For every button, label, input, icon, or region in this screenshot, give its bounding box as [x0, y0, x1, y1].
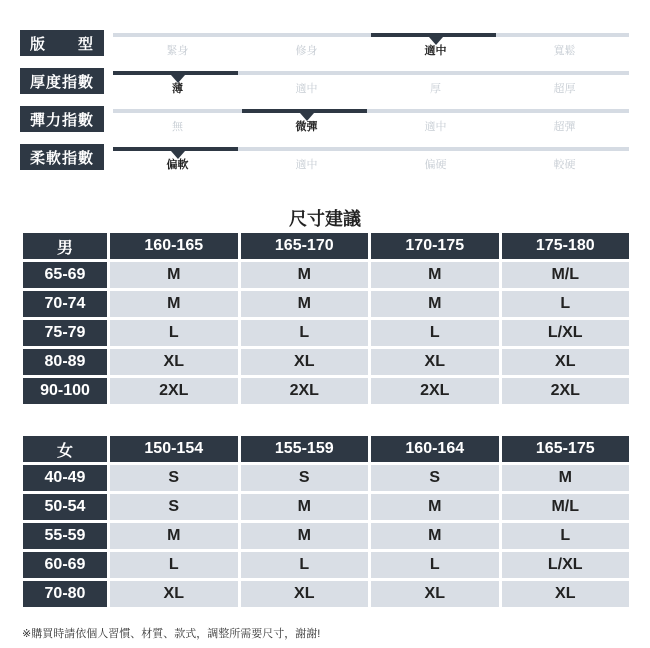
size-cell: S: [371, 465, 499, 491]
attribute-track: [113, 147, 629, 151]
table-row: [23, 378, 629, 404]
height-column-header: 165-170: [241, 233, 369, 259]
size-cell: L/XL: [502, 552, 630, 578]
height-column-header: 175-180: [502, 233, 630, 259]
weight-row-header: 70-80: [23, 581, 107, 607]
height-column-header: 170-175: [371, 233, 499, 259]
height-column-header: 150-154: [110, 436, 238, 462]
size-cell: M: [371, 291, 499, 317]
size-cell: M: [371, 262, 499, 288]
size-cell: L: [502, 523, 630, 549]
height-column-header: 160-164: [371, 436, 499, 462]
table-row: [23, 291, 629, 317]
attribute-option: 適中: [424, 121, 447, 133]
weight-row-header: 80-89: [23, 349, 107, 375]
size-cell: M/L: [502, 494, 630, 520]
attribute-scale-softness: [0, 144, 650, 174]
weight-row-header: 70-74: [23, 291, 107, 317]
attribute-option: 緊身: [166, 45, 189, 57]
size-cell: L: [241, 552, 369, 578]
attribute-label-softness: 柔軟指數: [20, 144, 104, 170]
size-cell: S: [110, 494, 238, 520]
size-cell: M: [241, 523, 369, 549]
size-cell: XL: [110, 581, 238, 607]
women-size-table: [20, 433, 632, 610]
size-cell: L: [110, 552, 238, 578]
size-cell: S: [110, 465, 238, 491]
size-cell: L: [241, 320, 369, 346]
size-cell: M/L: [502, 262, 630, 288]
height-column-header: 155-159: [241, 436, 369, 462]
attribute-scale-thickness: [0, 68, 650, 98]
table-row: [23, 320, 629, 346]
table-row: [23, 552, 629, 578]
size-cell: L: [110, 320, 238, 346]
weight-row-header: 50-54: [23, 494, 107, 520]
attribute-option: 微彈: [295, 121, 318, 133]
size-cell: M: [502, 465, 630, 491]
size-cell: M: [371, 523, 499, 549]
size-cell: XL: [502, 349, 630, 375]
weight-row-header: 90-100: [23, 378, 107, 404]
size-cell: XL: [241, 581, 369, 607]
size-cell: 2XL: [110, 378, 238, 404]
attribute-track: [113, 33, 629, 37]
table-corner-label: 女: [23, 436, 107, 462]
attribute-option: 超彈: [553, 121, 576, 133]
table-header-row: [23, 436, 629, 462]
table-row: [23, 262, 629, 288]
height-column-header: 165-175: [502, 436, 630, 462]
men-size-table: [20, 230, 632, 407]
table-row: [23, 581, 629, 607]
size-cell: M: [371, 494, 499, 520]
attribute-track: [113, 109, 629, 113]
attribute-option: 適中: [295, 159, 318, 171]
size-cell: XL: [241, 349, 369, 375]
weight-row-header: 40-49: [23, 465, 107, 491]
size-cell: 2XL: [371, 378, 499, 404]
size-cell: XL: [502, 581, 630, 607]
weight-row-header: 55-59: [23, 523, 107, 549]
size-cell: L/XL: [502, 320, 630, 346]
size-cell: M: [241, 291, 369, 317]
attribute-option: 寬鬆: [553, 45, 576, 57]
table-corner-label: 男: [23, 233, 107, 259]
table-row: [23, 465, 629, 491]
attribute-option: 偏軟: [166, 159, 189, 171]
footnote: ※購買時請依個人習慣、材質、款式，調整所需要尺寸，謝謝!: [22, 628, 321, 640]
size-cell: M: [241, 262, 369, 288]
size-cell: M: [110, 291, 238, 317]
size-cell: 2XL: [241, 378, 369, 404]
size-cell: XL: [110, 349, 238, 375]
table-row: [23, 349, 629, 375]
size-cell: M: [241, 494, 369, 520]
attribute-label-fit-char2: 型: [77, 35, 94, 53]
attribute-scale-elasticity: [0, 106, 650, 136]
size-cell: XL: [371, 349, 499, 375]
size-chart-title: 尺寸建議: [289, 209, 361, 229]
size-cell: S: [241, 465, 369, 491]
attribute-label-elasticity: 彈力指數: [20, 106, 104, 132]
attribute-option: 適中: [295, 83, 318, 95]
table-header-row: [23, 233, 629, 259]
size-cell: 2XL: [502, 378, 630, 404]
attribute-option: 薄: [172, 83, 183, 95]
height-column-header: 160-165: [110, 233, 238, 259]
weight-row-header: 75-79: [23, 320, 107, 346]
attribute-option: 無: [172, 121, 183, 133]
attribute-option: 較硬: [553, 159, 576, 171]
attribute-label-fit: [20, 30, 104, 56]
attribute-track: [113, 71, 629, 75]
size-cell: L: [371, 552, 499, 578]
size-cell: L: [502, 291, 630, 317]
attribute-label-thickness: 厚度指數: [20, 68, 104, 94]
attribute-option: 厚: [430, 83, 441, 95]
size-cell: M: [110, 262, 238, 288]
size-cell: L: [371, 320, 499, 346]
attribute-label-fit-char1: 版: [30, 35, 47, 53]
attribute-option: 適中: [424, 45, 447, 57]
weight-row-header: 60-69: [23, 552, 107, 578]
size-cell: M: [110, 523, 238, 549]
table-row: [23, 494, 629, 520]
table-row: [23, 523, 629, 549]
attribute-option: 超厚: [553, 83, 576, 95]
attribute-scale-fit: [0, 30, 650, 60]
attribute-option: 偏硬: [424, 159, 447, 171]
size-cell: XL: [371, 581, 499, 607]
weight-row-header: 65-69: [23, 262, 107, 288]
attribute-option: 修身: [295, 45, 318, 57]
